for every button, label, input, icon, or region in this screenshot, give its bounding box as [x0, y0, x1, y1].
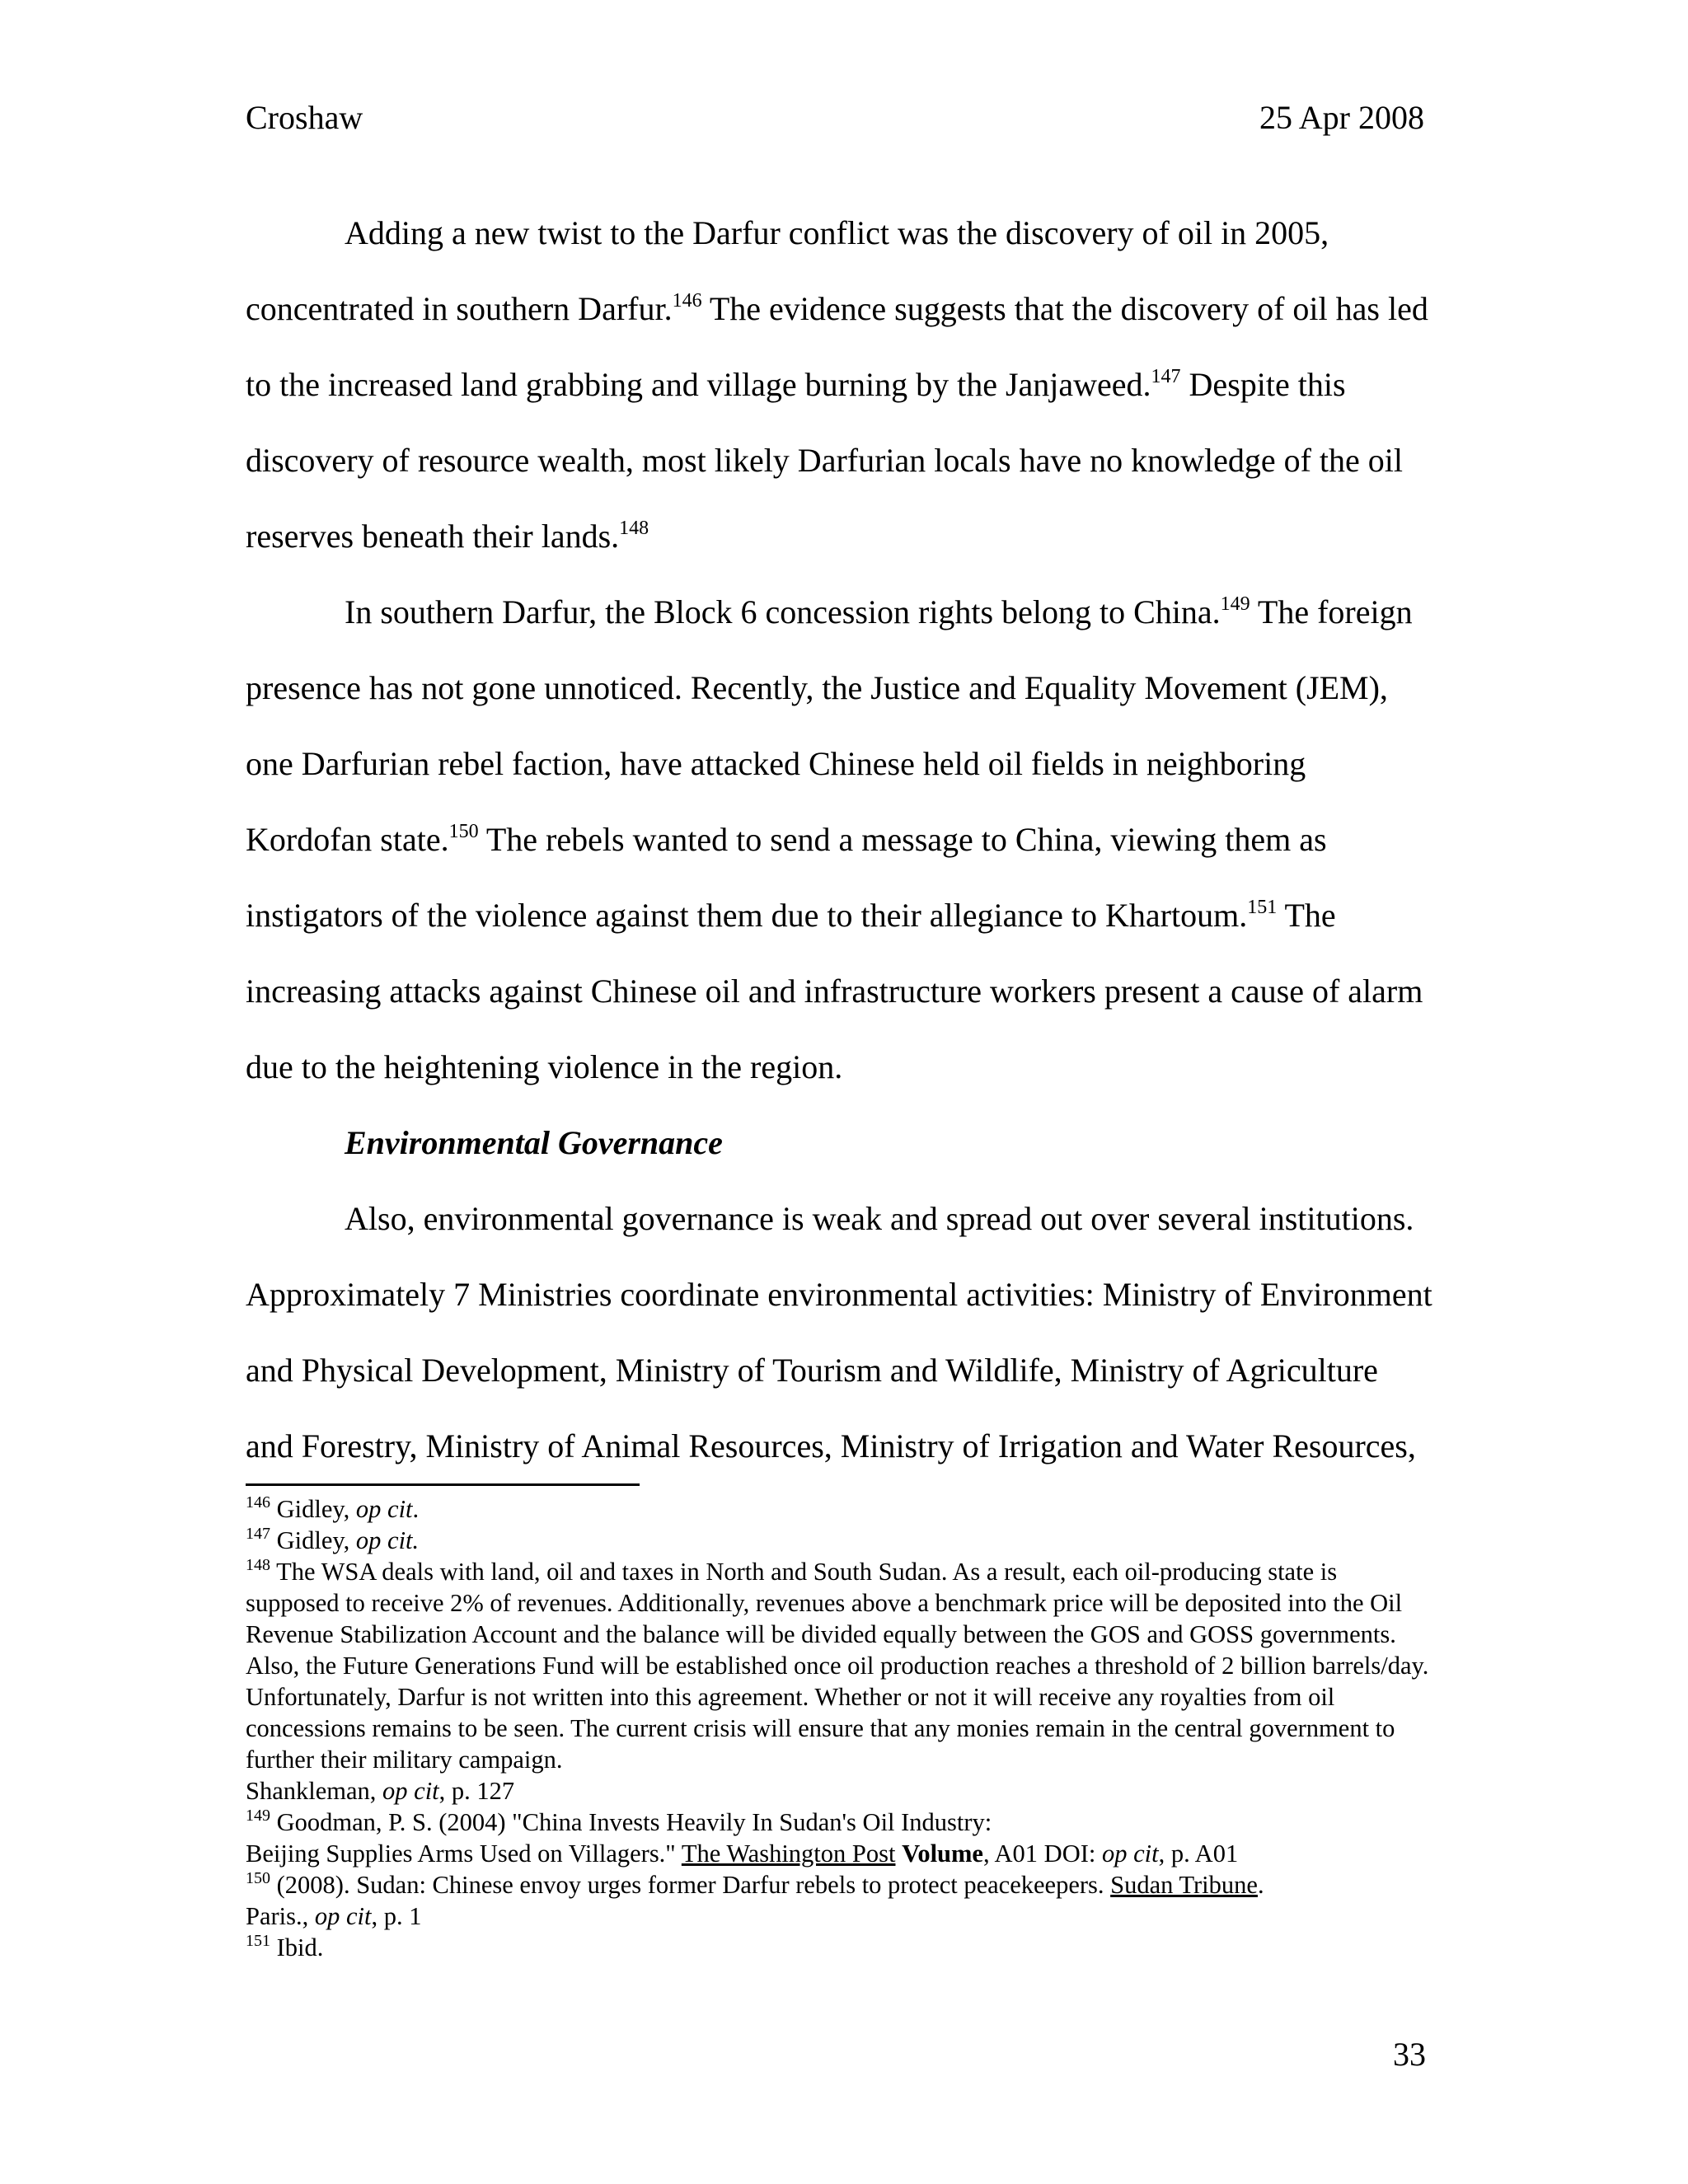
- footnote-number: 148: [246, 1556, 270, 1574]
- paragraph-text: The increasing attacks against Chinese oil and infrastructure workers present a cause of alarm due to the heightening violence in the region.: [246, 897, 1423, 1085]
- body-text: [246, 195, 1432, 1484]
- footnote-number: 149: [246, 1807, 270, 1825]
- paragraph-text: Despite this discovery of resource wealth, most likely Darfurian locals have no knowledge of the oil reserves beneath their lands.: [246, 366, 1404, 555]
- footnote-text: Gidley,: [270, 1526, 356, 1554]
- page-number: 33: [1393, 2036, 1426, 2073]
- footnote-text: , p. 1: [371, 1902, 422, 1930]
- footnote-number: 151: [246, 1932, 270, 1950]
- footnote-italic: op cit.: [355, 1526, 420, 1554]
- footnote-text: .: [1257, 1871, 1264, 1899]
- footnote-text: Beijing Supplies Arms Used on Villagers.": [246, 1840, 682, 1868]
- paragraph-text: The foreign presence has not gone unnoticed. Recently, the Justice and Equality Movement (JEM), one Darfurian rebel faction, have attacked Chinese held oil fields in neighboring Kordofan state.: [246, 593, 1413, 858]
- paragraph-text: The rebels wanted to send a message to China, viewing them as instigators of the violence against them due to their allegiance to Khartoum.: [246, 821, 1327, 934]
- footnote-text: Gidley,: [270, 1495, 356, 1523]
- footnote-ref: 150: [448, 821, 479, 842]
- section-subheading: Environmental Governance: [345, 1124, 723, 1161]
- paragraph-text: The evidence suggests that the discovery of oil has led to the increased land grabbing and village burning by the Janjaweed.: [246, 290, 1428, 403]
- footnote-text: Shankleman,: [246, 1777, 383, 1805]
- footnote-bold: Volume: [902, 1840, 983, 1868]
- footnote-text: , A01 DOI:: [982, 1840, 1102, 1868]
- footnote-number: 150: [246, 1869, 270, 1887]
- footnote-text: , p. A01: [1158, 1840, 1239, 1868]
- footnote-text: , p. 127: [438, 1777, 515, 1805]
- footnote-text: The WSA deals with land, oil and taxes in North and South Sudan. As a result, each oil-producing state is supposed to receive 2% of revenues. Additionally, revenues above a benchmark price will be deposited into the Oil Revenue Stabilization Account and the balance will be divided equally between the GOS and GOSS governments. Also, the Future Generations Fund will be established once oil production reaches a threshold of 2 billion barrels/day. Unfortunately, Darfur is not written into this agreement. Whether or not it will receive any royalties from oil concessions remains to be seen. The current crisis will ensure that any monies remain in the central government to further their military campaign.: [246, 1558, 1429, 1774]
- footnote-150: [246, 1869, 1432, 1932]
- footnote-ref: 147: [1151, 366, 1181, 387]
- header-author: Croshaw: [246, 99, 363, 136]
- footnote-ref: 149: [1220, 593, 1250, 615]
- footnote-number: 147: [246, 1525, 270, 1543]
- footnote-149: [246, 1807, 1432, 1869]
- footnote-italic: op cit: [314, 1902, 372, 1930]
- paragraph-block-6: [246, 574, 1432, 1105]
- paragraph-text: Adding a new twist to the Darfur conflict was the discovery of oil in 2005, concentrated in southern Darfur.: [246, 214, 1329, 327]
- footnote-source-title: The Washington Post: [681, 1840, 896, 1868]
- footnote-text: .: [412, 1495, 420, 1523]
- footnote-italic: op cit: [1101, 1840, 1159, 1868]
- footnote-separator: [246, 1483, 640, 1486]
- footnote-italic: op cit: [355, 1495, 413, 1523]
- footnote-text: Paris.,: [246, 1902, 315, 1930]
- footnote-146: [246, 1493, 1432, 1525]
- header-date: 25 Apr 2008: [1259, 99, 1424, 136]
- footnote-text: Ibid.: [270, 1933, 324, 1961]
- footnote-ref: 151: [1247, 897, 1278, 918]
- paragraph-oil-discovery: [246, 195, 1432, 574]
- footnote-ref: 148: [619, 518, 649, 539]
- footnote-number: 146: [246, 1493, 270, 1511]
- footnote-text: [895, 1840, 902, 1868]
- footnote-147: [246, 1525, 1432, 1556]
- footnotes: [246, 1493, 1432, 1963]
- footnote-148: [246, 1556, 1432, 1807]
- footnote-151: [246, 1932, 1432, 1963]
- footnote-ref: 146: [672, 290, 702, 312]
- footnote-italic: op cit: [382, 1777, 439, 1805]
- footnote-text: Goodman, P. S. (2004) "China Invests Heavily In Sudan's Oil Industry:: [270, 1808, 992, 1836]
- paragraph-environmental-governance: Also, environmental governance is weak and spread out over several institutions. Approximately 7 Ministries coordinate environmental activities: Ministry of Environment and Physical Development, Ministry of Tourism and Wildlife, Ministry of Agriculture and Forestry, Ministry of Animal Resources, Ministry of Irrigation and Water Resources,: [246, 1200, 1432, 1465]
- footnote-source-title: Sudan Tribune: [1110, 1871, 1258, 1899]
- footnote-text: (2008). Sudan: Chinese envoy urges former Darfur rebels to protect peacekeepers.: [270, 1871, 1111, 1899]
- paragraph-text: In southern Darfur, the Block 6 concession rights belong to China.: [345, 593, 1221, 630]
